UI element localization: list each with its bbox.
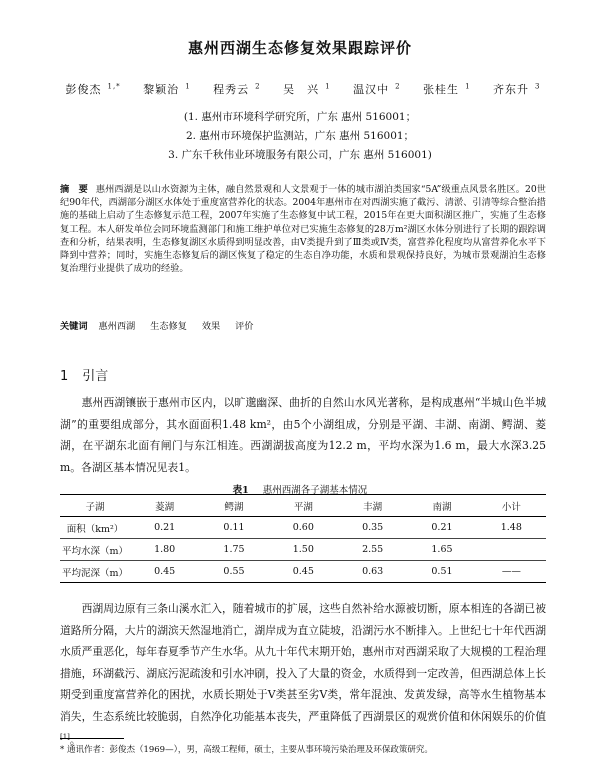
table-cell: 1.50 [292,544,314,555]
table-number: 表1 [232,485,249,496]
table-cell: 0.21 [431,522,453,533]
table-cell: 平均水深（m） [61,545,128,557]
table-cell: 1.80 [154,544,176,555]
table-cell: 0.63 [362,566,384,577]
table-header-cell: 菱湖 [155,501,175,513]
lake-basic-info-table [60,494,546,583]
table-header-row [60,495,546,517]
paper-title: 惠州西湖生态修复效果跟踪评价 [187,39,412,57]
table-cell: 2.55 [362,544,384,555]
table-header-cell: 平湖 [293,501,313,513]
table-caption-text: 惠州西湖各子湖基本情况 [262,485,368,496]
table-header-cell: 小计 [501,501,521,513]
author: 张桂生 $^1$ [423,82,471,96]
table-cell: 平均泥深（m） [61,567,128,579]
section-number: 1 [60,369,69,384]
author: 程秀云 $^2$ [213,82,261,96]
table-header-cell: 南湖 [432,501,452,513]
author-footnote: * 通讯作者：彭俊杰（1969—），男，高级工程师，硕士，主要从事环境污染治理及环保政策研究。 [60,745,433,755]
table-cell: 1.65 [431,544,453,555]
author: 温汉中 $^2$ [353,82,401,96]
table-cell: 0.45 [154,566,176,577]
affiliation: 3. 广东千秋伟业环境服务有限公司，广东 惠州 516001) [168,149,432,161]
table-cell: 0.35 [362,522,384,533]
author: 彭俊杰 $^{1,*}$ [65,82,121,96]
citation-ref: [1] [60,733,70,741]
table-cell: 1.48 [500,522,522,533]
table-cell: 0.21 [154,522,176,533]
table-cell: 0.51 [431,566,453,577]
table-cell: —— [501,566,521,577]
keyword: 效果 [201,321,221,332]
table-row [60,539,546,561]
abstract-text: 惠州西湖是以山水资源为主体，融自然景观和人文景观于一体的城市湖泊类国家“5A”级重点风景名胜区。20世纪90年代，西湖部分湖区水体处于重度富营养化的状态。2004年惠州市在对西湖实施了截污、清淤、引清等综合整治措施的基础上启动了生态修复示范工程，2007年实施了生态修复中试工程，2015年在更大面积湖区推广，实施了生态修复工程。本人研发单位会同环境监测部门和施工维护单位对已实施生态修复的28万m²湖区水体分别进行了长期的跟踪调查和分析，结果表明，生态修复湖区水质得到明显改善，由Ⅴ类提升到了Ⅲ类或Ⅳ类，富营养化程度均从富营养化水平下降到中营养；同时，实施生态修复后的湖区恢复了稳定的生态自净功能，水质和景观保持良好，为城市景观湖泊生态修复治理行业提供了成功的经验。 [60,184,546,275]
table-row [60,561,546,583]
keyword: 评价 [235,321,254,332]
table-cell [477,539,546,561]
table-header-cell: 子湖 [85,501,105,513]
footnote-divider [60,738,124,739]
section-title: 引言 [82,369,109,384]
keywords-label: 关键词 [60,321,88,332]
table-cell: 0.60 [292,522,314,533]
table-cell: 1.75 [223,544,245,555]
affiliation: 2. 惠州市环境保护监测站，广东 惠州 516001； [185,130,415,142]
abstract [60,183,546,275]
keyword: 惠州西湖 [98,321,136,332]
body-paragraph: 西湖周边原有三条山溪水汇入，随着城市的扩展，这些自然补给水源被切断，原本相连的各湖已被道路所分隔，大片的湖滨天然湿地消亡，湖岸成为直立陡坡，沿湖污水不断排入。上世纪七十年代西湖水质严重恶化，每年春夏季节产生水华。从九十年代末期开始，惠州市对西湖采取了大规模的工程治理措施，环湖截污、湖底污泥疏浚和引水冲刷，投入了大量的资金，水质得到一定改善，但西湖总体上长期受到重度富营养化的困扰，水质长期处于Ⅴ类甚至劣Ⅴ类，常年混浊、发黄发绿，高等水生植物基本消失，生态系统比较脆弱，自然净化功能基本丧失，严重降低了西湖景区的观赏价值和休闲娱乐的价值[1]。 [60,602,546,747]
abstract-label: 摘 要 [60,184,88,195]
author-list [0,81,600,97]
affiliations [0,108,600,165]
table-header-cell: 丰湖 [363,501,383,513]
author: 吴 兴 $^1$ [283,82,331,96]
table-cell: 面积（km²） [66,523,124,535]
keyword: 生态修复 [150,321,187,332]
intro-paragraph: 惠州西湖镶嵌于惠州市区内，以旷邈幽深、曲折的自然山水风光著称，是构成惠州“半城山色半城湖”的重要组成部分，其水面面积1.48 km²，由5个小湖组成，分别是平湖、丰湖、南湖、鳄湖、菱湖，在平湖东北面有闸门与东江相连。西湖湖拔高度为12.2 m，平均水深为1.6 m，最大水深3.25 m。各湖区基本情况见表1。 [60,396,546,474]
table-cell: 0.11 [223,522,245,533]
table-cell: 0.45 [292,566,314,577]
author: 黎颖治 $^1$ [143,82,191,96]
section-heading [60,365,108,384]
author: 齐东升 $^3$ [493,82,541,96]
keywords [60,318,546,332]
table-cell: 0.55 [223,566,245,577]
affiliation: (1. 惠州市环境科学研究所，广东 惠州 516001； [183,111,417,123]
table-header-cell: 鳄湖 [224,501,244,513]
table-row [60,517,546,539]
body-paragraph-text: 西湖周边原有三条山溪水汇入，随着城市的扩展，这些自然补给水源被切断，原本相连的各湖已被道路所分隔，大片的湖滨天然湿地消亡，湖岸成为直立陡坡，沿湖污水不断排入。上世纪七十年代西湖水质严重恶化，每年春夏季节产生水华。从九十年代末期开始，惠州市对西湖采取了大规模的工程治理措施，环湖截污、湖底污泥疏浚和引水冲刷，投入了大量的资金，水质得到一定改善，但西湖总体上长期受到重度富营养化的困扰，水质长期处于Ⅴ类甚至劣Ⅴ类，常年混浊、发黄发绿，高等水生植物基本消失，生态系统比较脆弱，自然净化功能基本丧失，严重降低了西湖景区的观赏价值和休闲娱乐的价值 [60,602,546,723]
